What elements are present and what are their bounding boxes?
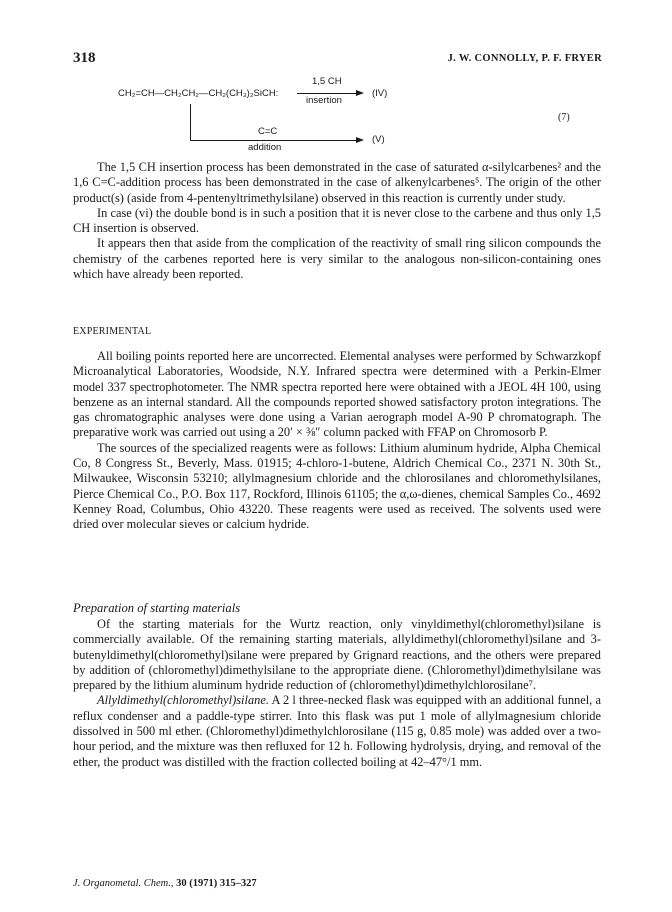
- scheme-upper-label-above: 1,5 CH: [312, 76, 342, 87]
- compound-procedure: A 2 l three-necked flask was equipped with an additional funnel, a reflux condenser and a paddle-type stirrer. Into this flask was put 1 mole of allylmagnesium chloride dissolved in 500 ml ether. (Chloromethyl)dimethylchlorosilane (115 g, 0.85 mole) was added over a two-hour period, and the mixture was then refluxed for 12 h. Following hydrolysis, drying, and removal of the ether, the product was distilled with the fraction collected boiling at 42–47°/1 mm.: [73, 693, 601, 769]
- reaction-scheme: [0, 72, 672, 162]
- experimental-text: [73, 349, 601, 533]
- scheme-reactant: CH₂=CH—CH₂CH₂—CH₂(CH₃)₂SiCH:: [118, 88, 279, 99]
- preparation-text: [73, 617, 601, 770]
- footer-journal: J. Organometal. Chem.,: [73, 878, 174, 889]
- paragraph: The 1,5 CH insertion process has been demonstrated in the case of saturated α-silylcarbenes² and the 1,6 C=C-addition process has been demonstrated in the case of alkenylcarbenes⁵. The origin of the other product(s) (aside from 4-pentenyltrimethylsilane) observed in this reaction is currently under study.: [73, 160, 601, 205]
- footer-citation: 30 (1971) 315–327: [176, 878, 257, 889]
- scheme-lower-label-above: C=C: [258, 126, 278, 137]
- paragraph: The sources of the specialized reagents were as follows: Lithium aluminum hydride, Alpha Chemical Co, 8 Congress St., Beverly, Mass. 01915; 4-chloro-1-butene, Aldrich Chemical Co., 2371 N. 30th St., Milwaukee, Wisconsin 53210; allylmagnesium chloride and the chlorosilanes and chloromethylsilanes, Pierce Chemical Co., P.O. Box 117, Rockford, Illinois 61105; the α,ω-dienes, chemical Samples Co., 4692 Kenney Road, Columbus, Ohio 43220. These reagents were used as received. The solvents used were dried over molecular sieves or calcium hydride.: [73, 440, 601, 532]
- equation-number: (7): [558, 112, 570, 123]
- branch-vertical-line: [190, 104, 191, 140]
- scheme-lower-product: (V): [372, 134, 385, 145]
- upper-arrowhead: [356, 90, 364, 96]
- paragraph: In case (vi) the double bond is in such a position that it is never close to the carbene and thus only 1,5 CH insertion is observed.: [73, 205, 601, 236]
- scheme-upper-label-below: insertion: [306, 95, 342, 106]
- paragraph: All boiling points reported here are uncorrected. Elemental analyses were performed by Schwarzkopf Microanalytical Laboratories, Woodside, N.Y. Infrared spectra were determined with a Perkin-Elmer model 337 spectrophotometer. The NMR spectra reported here were obtained with a JEOL 4H 100, using benzene as an internal standard. All the compounds reported showed satisfactory proton integrations. The gas chromatographic analyses were done using a Varian aerograph model A-90 P chromatograph. The preparative work was carried out using a 20′ × ⅜″ column packed with FFAP on Chromosorb P.: [73, 349, 601, 440]
- compound-title: Allyldimethyl(chloromethyl)silane.: [97, 693, 269, 708]
- subsection-heading-preparation: Preparation of starting materials: [73, 601, 241, 615]
- running-head: J. W. CONNOLLY, P. F. FRYER: [447, 53, 602, 64]
- paragraph: [73, 693, 601, 769]
- page-footer: [73, 878, 257, 889]
- discussion-text: [73, 160, 601, 282]
- paragraph: Of the starting materials for the Wurtz reaction, only vinyldimethyl(chloromethyl)silane is commercially available. Of the remaining starting materials, allyldimethyl(chloromethyl)silane and 3-butenyldimethyl(chloromethyl)silane were prepared by Grignard reactions, and the others were prepared by addition of (chloromethyl)dimethylsilane to the appropriate diene. (Chloromethyl)dimethylsilane was prepared by the lithium aluminum hydride reduction of (chloromethyl)dimethylchlorosilane⁷.: [73, 617, 601, 693]
- paragraph: It appears then that aside from the complication of the reactivity of small ring silicon compounds the chemistry of the carbenes reported here is very similar to the analogous non-silicon-containing ones which have already been reported.: [73, 236, 601, 282]
- scheme-upper-product: (IV): [372, 88, 388, 99]
- page-number: 318: [73, 50, 96, 66]
- scheme-lower-label-below: addition: [248, 142, 282, 153]
- lower-arrow-shaft: [190, 140, 356, 141]
- upper-arrow-shaft: [297, 93, 357, 94]
- lower-arrowhead: [356, 137, 364, 143]
- section-heading-experimental: EXPERIMENTAL: [73, 326, 152, 337]
